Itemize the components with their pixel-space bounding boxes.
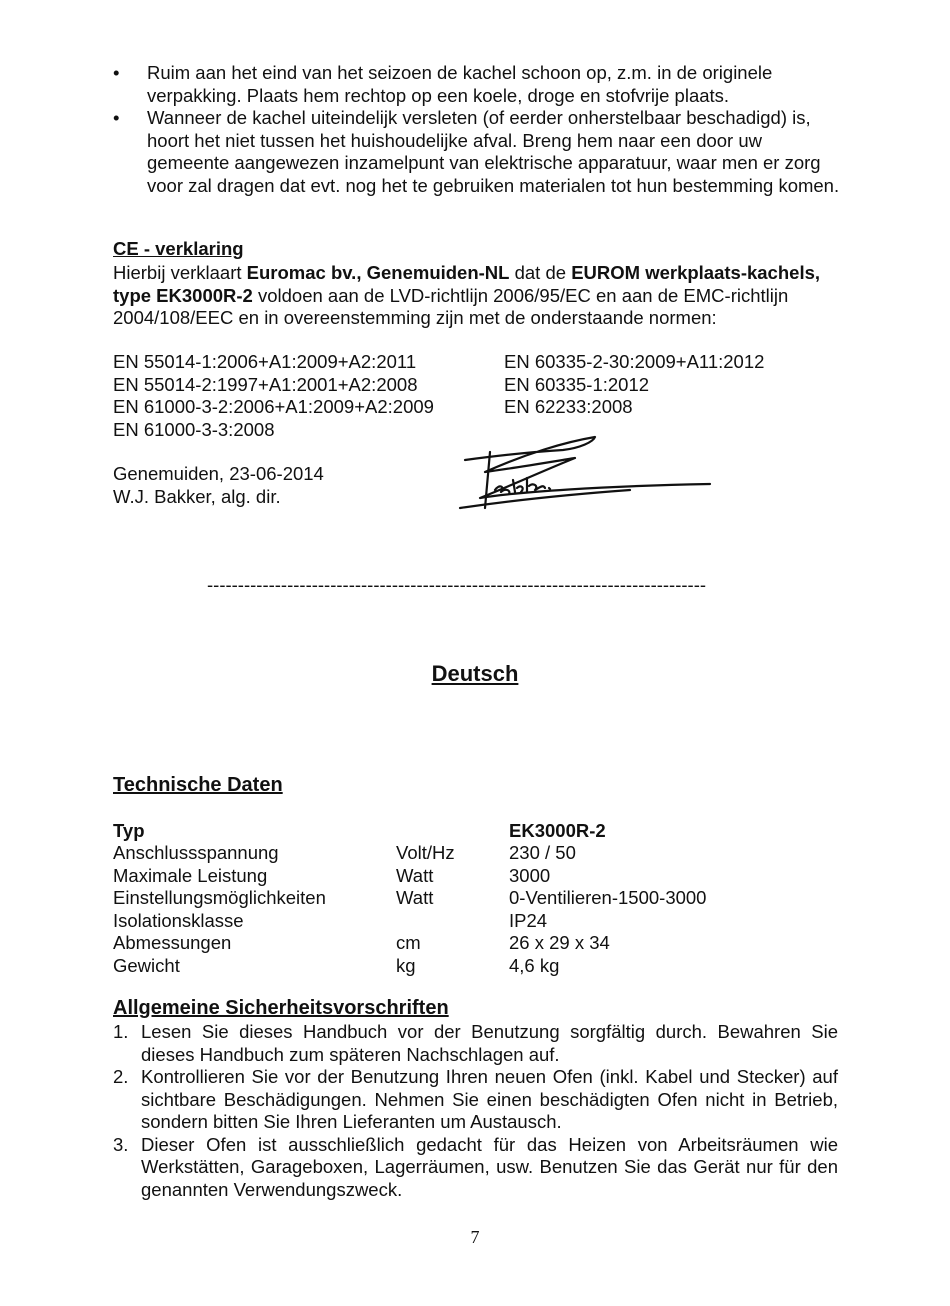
tech-unit: cm — [396, 932, 421, 953]
tech-label: Isolationsklasse — [113, 909, 244, 931]
norm-item: EN 60335-2-30:2009+A11:2012 — [504, 351, 765, 372]
tech-unit: Watt — [396, 864, 434, 886]
ce-text-part: voldoen aan de LVD-richtlijn 2006/95/EC en aan de EMC-richtlijn 2004/108/EEC en in overeenstemming zijn met de onderstaande normen: — [113, 284, 789, 328]
norm-item: EN 55014-1:2006+A1:2009+A2:2011 — [113, 351, 417, 372]
norm-item: EN 55014-2:1997+A1:2001+A2:2008 — [113, 373, 418, 395]
tech-row — [113, 932, 853, 955]
step-text: Dieser Ofen ist ausschließlich gedacht für das Heizen von Arbeitsräumen wie Werkstätten, Garageboxen, Lagerräumen, usw. Benutzen Sie das Gerät nur für den genannten Verwendungszweck. — [141, 1133, 838, 1200]
ce-declaration-text — [113, 262, 838, 330]
section-separator: --------------------------------------------------------------------------------- — [207, 574, 707, 595]
tech-row-type — [113, 820, 853, 843]
nl-bullet-item — [113, 62, 843, 107]
tech-value: 4,6 kg — [509, 954, 560, 976]
signatory-name: W.J. Bakker, alg. dir. — [113, 485, 281, 507]
tech-unit: kg — [396, 954, 416, 976]
tech-label: Abmessungen — [113, 932, 232, 953]
tech-row — [113, 842, 853, 865]
tech-label: Maximale Leistung — [113, 864, 268, 886]
safety-step — [113, 1066, 838, 1134]
safety-heading: Allgemeine Sicherheitsvorschriften — [113, 997, 449, 1019]
tech-value: 26 x 29 x 34 — [509, 932, 610, 953]
tech-data-heading: Technische Daten — [113, 774, 283, 796]
step-text: Lesen Sie dieses Handbuch vor der Benutzung sorgfältig durch. Bewahren Sie dieses Handbuch zum späteren Nachschlagen auf. — [141, 1021, 838, 1065]
tech-row — [113, 887, 853, 910]
handwritten-signature — [455, 428, 720, 513]
language-section-title: Deutsch — [431, 661, 519, 686]
tech-value: 230 / 50 — [509, 842, 576, 863]
safety-step — [113, 1021, 838, 1066]
step-number: 2. — [113, 1066, 129, 1087]
tech-label: Typ — [113, 820, 145, 841]
tech-value: 3000 — [509, 864, 551, 886]
tech-label: Anschlussspannung — [113, 842, 279, 863]
bullet-icon: • — [113, 107, 120, 128]
tech-row — [113, 910, 853, 933]
tech-value: IP24 — [509, 909, 548, 931]
tech-label: Einstellungsmöglichkeiten — [113, 887, 326, 908]
tech-unit: Watt — [396, 887, 434, 908]
step-number: 3. — [113, 1133, 129, 1155]
tech-label: Gewicht — [113, 954, 180, 976]
nl-bullet-text: Ruim aan het eind van het seizoen de kachel schoon op, z.m. in de originele verpakking. Plaats hem rechtop op een koele, droge en stofvrije plaats. — [147, 62, 773, 106]
step-text: Kontrollieren Sie vor der Benutzung Ihren neuen Ofen (inkl. Kabel und Stecker) auf sichtbare Beschädigungen. Nehmen Sie einen beschädigten Ofen nicht in Betrieb, sondern bitten Sie Ihren Lieferanten um Austausch. — [141, 1066, 838, 1132]
nl-bullet-item — [113, 107, 843, 197]
ce-text-part: dat de — [509, 262, 572, 283]
tech-unit: Volt/Hz — [396, 842, 455, 863]
norms-list-right — [504, 351, 764, 419]
ce-company: Euromac bv., Genemuiden-NL — [246, 262, 510, 283]
nl-bullet-list — [113, 62, 843, 197]
bullet-icon: • — [113, 62, 120, 83]
safety-steps-list — [113, 1021, 838, 1201]
nl-bullet-text: Wanneer de kachel uiteindelijk versleten (of eerder onherstelbaar beschadigd) is, hoort het niet tussen het huishoudelijke afval. Breng hem naar een door uw gemeente aangewezen inzamelpunt van elektrische apparatuur, waar men er zorg voor zal dragen dat evt. nog het te gebruiken materialen tot hun bestemming komen. — [147, 107, 840, 196]
ce-text-part: Hierbij verklaart — [113, 262, 247, 283]
norm-item: EN 60335-1:2012 — [504, 373, 650, 395]
tech-value: 0-Ventilieren-1500-3000 — [509, 887, 707, 908]
signature-block — [113, 463, 324, 508]
tech-row — [113, 955, 853, 978]
ce-product: EUROM werkplaats-kachels, type EK3000R-2 — [113, 262, 821, 306]
safety-step — [113, 1134, 838, 1202]
norm-item: EN 62233:2008 — [504, 396, 633, 417]
ce-heading: CE - verklaring — [113, 238, 244, 259]
place-date: Genemuiden, 23-06-2014 — [113, 463, 324, 484]
tech-row — [113, 865, 853, 888]
step-number: 1. — [113, 1021, 129, 1042]
norms-list-left — [113, 351, 434, 441]
norm-item: EN 61000-3-2:2006+A1:2009+A2:2009 — [113, 396, 434, 417]
page-number: 7 — [470, 1227, 480, 1247]
norm-item: EN 61000-3-3:2008 — [113, 418, 275, 440]
tech-value: EK3000R-2 — [509, 820, 606, 841]
